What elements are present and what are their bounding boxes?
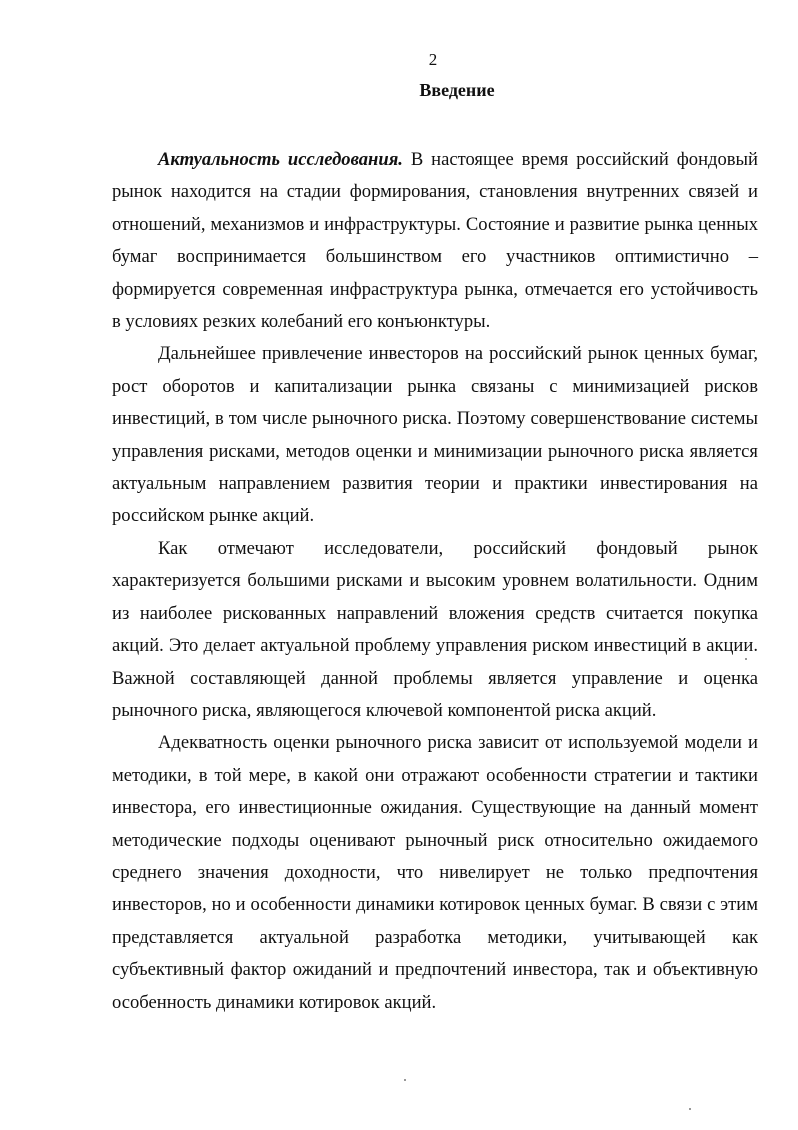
paragraph-4: Адекватность оценки рыночного риска зависит от используемой модели и методики, в той мере, в какой они отражают особенности стратегии и тактики инвестора, его инвестиционные ожидания. Существующие на данный момент методические подходы оценивают рыночный риск относительно ожидаемого среднего значения доходности, что нивелирует не только предпочтения инвесторов, но и особенности динамики котировок ценных бумаг. В связи с этим представляется актуальной разработка методики, учитывающей как субъективный фактор ожиданий и предпочтений инвестора, так и объективную особенность динамики котировок акций. [112,732,758,1013]
section-heading: Введение [419,80,495,100]
paragraph-1-lead: Актуальность исследования. [158,149,403,170]
paragraph-2: Дальнейшее привлечение инвесторов на российский рынок ценных бумаг, рост оборотов и капитализации рынка связаны с минимизацией рисков инвестиций, в том числе рыночного риска. Поэтому совершенствование системы управления рисками, методов оценки и минимизации рыночного риска является актуальным направлением развития теории и практики инвестирования на российском рынке акций. [112,343,758,527]
page-number: 2 [428,50,438,69]
scan-speck [404,1079,406,1081]
paragraph-1 [112,144,758,338]
paragraph-3: Как отмечают исследователи, российский фондовый рынок характеризуется большими рисками и высоким уровнем волатильности. Одним из наиболее рискованных направлений вложения средств считается покупка акций. Это делает актуальной проблему управления риском инвестиций в акции. Важной составляющей данной проблемы является управление и оценка рыночного риска, являющегося ключевой компонентой риска акций. [112,537,758,721]
scan-speck [745,658,747,660]
paragraph-1-text: В настоящее время российский фондовый рынок находится на стадии формирования, становления внутренних связей и отношений, механизмов и инфраструктуры. Состояние и развитие рынка ценных бумаг воспринимается большинством его участников оптимистично – формируется современная инфраструктура рынка, отмечается его устойчивость в условиях резких колебаний его конъюнктуры. [112,149,758,333]
scan-speck [689,1108,691,1110]
document-body [112,144,758,1019]
